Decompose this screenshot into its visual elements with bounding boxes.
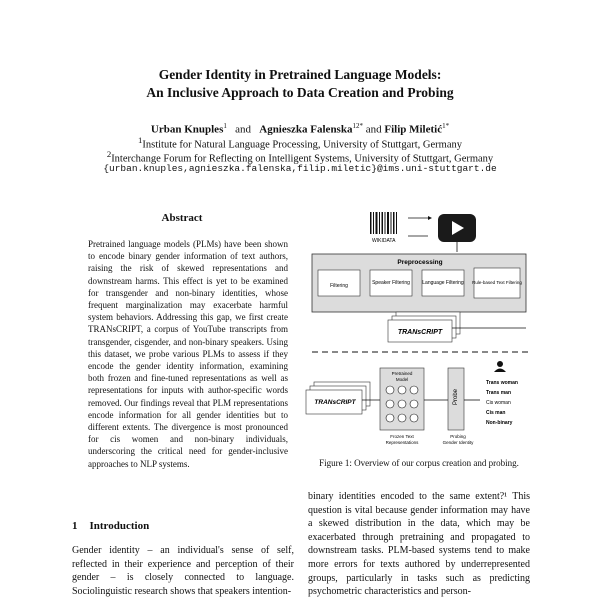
abstract-heading: Abstract — [161, 212, 203, 224]
abstract-text: Pretrained language models (PLMs) have been shown to encode binary gender information of text authors, raising the risk of skewed representations and downstream harms. This effect is yet to be examined for transgender and non-binary identities, whose frequent marginalization may exacerbate harmful system behaviors. Addressing this gap, we first create TRANsCRIPT, a corpus of YouTube transcripts from transgender, cisgender, and non-binary speakers. Using this dataset, we probe various PLMs to assess if they encode the gender identity information, examining both frozen and fine-tuned representations as well as representations for inputs with author-specific words removed. Our findings reveal that PLM representations encode information for all gender identities but to different extents. The divergence is most pronounced for cis women and non-binary individuals, underscoring the critical need for gender-inclusive approaches to NLP systems. — [88, 239, 288, 469]
paper-title — [0, 66, 600, 102]
step-1-label: Filtering — [330, 283, 348, 289]
section-heading — [72, 520, 149, 532]
wikidata-barcode-icon — [370, 212, 397, 234]
step-2-label: Speaker Filtering — [372, 280, 410, 286]
author-3-sup: 1* — [442, 122, 450, 130]
probing-label-1: Probing — [450, 434, 466, 439]
corpus-stack-bottom — [306, 382, 370, 414]
preprocessing-label: Preprocessing — [397, 259, 443, 266]
arrow-head — [428, 216, 432, 220]
section-number: 1 — [72, 520, 78, 532]
neural-nodes — [386, 386, 418, 422]
title-line-1: Gender Identity in Pretrained Language Models: — [158, 67, 442, 82]
email-line[interactable]: {urban.knuples,agnieszka.falenska,filip.miletic}@ims.uni-stuttgart.de — [103, 163, 497, 174]
affil-1-sup: 1 — [138, 135, 143, 145]
step-4-label: Rule-based Text Filtering — [472, 280, 522, 285]
model-label-2: Model — [395, 377, 409, 382]
class-1: Trans woman — [486, 380, 518, 386]
frozen-label-1: Frozen Text — [390, 434, 414, 439]
person-icon — [494, 361, 506, 372]
affil-2-sup: 2 — [106, 149, 112, 159]
youtube-icon — [438, 214, 476, 242]
author-3: Filip Miletić — [384, 123, 443, 136]
title-line-2: An Inclusive Approach to Data Creation and Probing — [146, 85, 454, 100]
wikidata-label: WIKIDATA — [372, 238, 396, 244]
author-conjunction: and — [235, 123, 251, 136]
corpus-stack-top — [388, 312, 460, 342]
class-2: Trans man — [486, 390, 512, 396]
step-3-label: Language Filtering — [422, 280, 464, 286]
section-title: Introduction — [89, 520, 150, 532]
author-1-sup: 1 — [223, 122, 227, 130]
affil-2-text: Interchange Forum for Reflecting on Intelligent Systems, University of Stuttgart, Germany — [111, 153, 494, 165]
author-conjunction-2: and — [365, 123, 382, 136]
intro-text: Gender identity – an individual's sense of self, reflected in their experience and perception of their gender – is closely connected to language. Sociolinguistic research shows that speakers intention- — [72, 545, 294, 597]
author-2-sup: 12* — [352, 122, 363, 130]
corpus-label-bottom: TRANsCRIPT — [314, 399, 356, 406]
class-5: Non-binary — [486, 420, 513, 426]
class-3: Cis woman — [486, 400, 511, 406]
probe-label: Probe — [453, 388, 459, 406]
corpus-label-top: TRANsCRIPT — [397, 329, 443, 336]
author-1: Urban Knuples — [150, 123, 224, 136]
author-2: Agnieszka Falenska — [259, 123, 353, 136]
frozen-label-2: Representations — [385, 440, 419, 445]
model-label-1: Pretrained — [391, 371, 413, 376]
right-column-text: binary identities encoded to the same extent?¹ This question is vital because gender information may have a skewed distribution in the data, which may be exacerbated through pretraining and propagated to downstream tasks. PLM-based systems tend to make more errors for texts authored by underrepresented groups, particularly in tasks such as predicting psychometric characteristics and person- — [308, 491, 530, 598]
class-4: Cis man — [486, 410, 506, 416]
probing-label-2: Gender Identity — [442, 440, 474, 445]
figure-caption: Figure 1: Overview of our corpus creation and probing. — [319, 458, 519, 468]
affil-1-text: Institute for Natural Language Processing, University of Stuttgart, Germany — [142, 139, 462, 151]
overview-figure — [300, 200, 540, 450]
